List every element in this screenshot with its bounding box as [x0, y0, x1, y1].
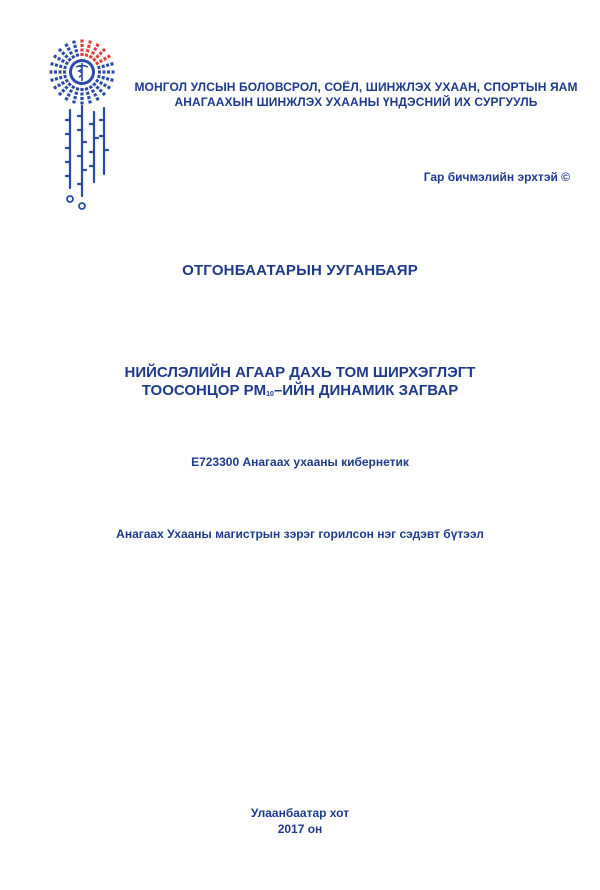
ministry-header — [126, 80, 586, 110]
footer-city: Улаанбаатар хот — [250, 806, 350, 820]
ministry-line-1: МОНГОЛ УЛСЫН БОЛОВСРОЛ, СОЁЛ, ШИНЖЛЭХ УХААН, СПОРТЫН ЯАМ — [134, 80, 578, 94]
mongolian-script-name-icon — [60, 104, 110, 214]
footer-year: 2017 он — [277, 822, 323, 836]
thesis-title — [0, 364, 600, 403]
copyright-note: Гар бичмэлийн эрхтэй © — [423, 170, 570, 184]
title-suffix: –ИЙН ДИНАМИК ЗАГВАР — [273, 382, 459, 399]
ministry-line-2: АНАГААХЫН ШИНЖЛЭХ УХААНЫ ҮНДЭСНИЙ ИХ СУРГУУЛЬ — [174, 95, 538, 109]
footer — [0, 805, 600, 837]
specialty-code: E723300 Анагаах ухааны кибернетик — [191, 455, 409, 469]
thesis-title-line-1: НИЙСЛЭЛИЙН АГААР ДАХЬ ТОМ ШИРХЭГЛЭГТ — [124, 364, 476, 381]
title-subscript: 10 — [266, 391, 274, 398]
title-prefix: ТООСОНЦОР PM — [141, 382, 267, 399]
author-name: ОТГОНБААТАРЫН УУГАНБАЯР — [182, 262, 418, 279]
university-emblem-icon — [46, 36, 118, 108]
thesis-title-line-2 — [0, 382, 600, 403]
degree-statement: Анагаах Ухааны магистрын зэрэг горилсон нэг сэдэвт бүтээл — [116, 527, 484, 541]
